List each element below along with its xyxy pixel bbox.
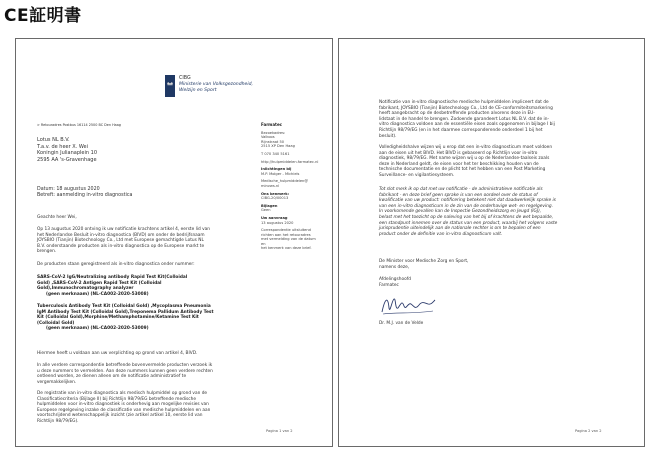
text-line: technische documentatie en de plicht tot het hebben van een Post Marketing: [379, 167, 546, 173]
text-line: jurisprudentie uiteindelijk aan de nationale rechter is om te bepalen of een: [379, 226, 541, 232]
letter-page-1: [15, 38, 333, 447]
text-line: heeft aangebracht op de desbetreffende producten alvorens deze in EU-: [379, 111, 535, 117]
sidebar-mail-label: Medische_hulpmiddelen@: [261, 179, 308, 184]
text-line: u deze nummers te vermelden. Aan deze nummers kunnen geen verdere rechten: [37, 368, 213, 374]
salutation: Geachte heer Wei,: [37, 215, 77, 220]
recipient-line: 2595 AA 's-Gravenhage: [37, 156, 97, 163]
text-line: Notificatie van in-vitro diagnostische medische hulpmiddelen impliceert dat de: [379, 100, 549, 105]
product-block-2: [37, 304, 214, 332]
text-line: besluit).: [379, 133, 397, 139]
product-line: IgM Antibody Test Kit (Colloidal Gold),Treponema Pallidum Antibody Test: [37, 309, 214, 315]
sidebar-line: Correspondentie uitsluitend: [261, 228, 311, 233]
sidebar-kenmerk: CIBG-20/00013: [261, 196, 289, 201]
text-line: het Nederlandse Besluit in-vitro diagnostica (BIVD) om onder de bedrijfsnaam: [37, 232, 205, 238]
page-footer: Pagina 2 van 2: [575, 429, 602, 433]
date-line: Datum: 18 augustus 2020: [37, 187, 100, 192]
text-line: Farmatec: [379, 282, 399, 288]
text-line: Richtlijn 98/79/EG).: [37, 418, 79, 424]
department: [379, 277, 411, 288]
text-line: Surveillance- en vigilantiesysteem.: [379, 172, 455, 178]
product-line: (geen merknaam) (NL-CA002-2020-53009): [37, 326, 149, 332]
text-line: Afdelingshoofd: [379, 277, 411, 282]
text-line: lidstaat in de handel te brengen. Zodoende garandeert Lotus NL B.V. dat de in-: [379, 116, 550, 122]
recipient-line: Lotus NL B.V.: [37, 137, 70, 143]
ministry-logo-text: [179, 76, 253, 94]
text-line: aan de eisen uit het BIVD. Het BIVD is gebaseerd op Richtlijn voor in-vitro: [379, 150, 538, 156]
sidebar-contact-name: M.P. Molger - Michiels: [261, 171, 300, 176]
product-line: Gold) ,SARS-CoV-2 Antigen Rapid Test Kit (Colloidal: [37, 280, 162, 286]
text-line: Richtlijn 98/79/EG (en in het daarmee corresponderende onderdeel 1 bij het: [379, 127, 543, 133]
sidebar-line: richten aan het retouradres: [261, 232, 311, 237]
paragraph-3: [379, 187, 557, 237]
text-line: diagnostiek, 98/79/EG. Met name wijzen wij u op de Nederlandse-taalseis zoals: [379, 156, 550, 162]
sidebar-line: Rijnstraat 50: [261, 139, 285, 144]
sidebar-line: 2515 XP Den Haag: [261, 144, 295, 149]
product-block-1: [37, 275, 187, 297]
letter-page-2: [338, 38, 645, 447]
subject-line: Betreft: aanmelding in-vitro diagnostica: [37, 193, 133, 199]
text-line: een standpunt innemen over de status van een product, waarbij het volgens vaste: [379, 220, 558, 226]
sidebar-contact-label: Inlichtingen bij: [261, 167, 292, 172]
text-line: Volledigheidshalve wijzen wij u erop dat een in-vitro diagnosticum moet voldoen: [379, 145, 553, 150]
paragraph-1: [379, 100, 555, 139]
logo-line-2: Welzijn en Sport: [179, 88, 217, 93]
text-line: deze in Nederland geldt, de eisen voor het ter beschikking houden van de: [379, 161, 539, 167]
text-line: voortschrijdend wetenschappelijk inzicht (zie artikel artikel 10, eerste lid van: [37, 413, 203, 419]
sidebar-web-link[interactable]: http://hulpmiddelen.farmatec.nl: [261, 159, 319, 164]
recipient-line: T.a.v. de heer X. Wei: [37, 143, 88, 150]
text-line: In alle verdere correspondentie betreffende bovenvermelde producten verzoek ik: [37, 363, 213, 368]
text-line: B.V. onderstaande producten als in-vitro diagnostica op de Europese markt te: [37, 243, 205, 249]
text-line: namens deze,: [379, 264, 410, 270]
logo-line-1: Ministerie van Volksgezondheid,: [179, 82, 253, 87]
recipient-line: Koningin Julianaplein 10: [37, 150, 98, 157]
text-line: belast met het toezicht op de naleving van het bij of krachtens de wet bepaalde,: [379, 214, 554, 220]
text-line: Classificatiecriteria (Bijlage II) bij Richtlijn 98/79/EG betreffende medische: [37, 396, 196, 402]
sidebar-uw-label: Uw aanvraag: [261, 215, 288, 220]
signer-name: Dr. M.J. van de Velde: [379, 321, 424, 326]
sidebar-bijlagen-label: Bijlagen: [261, 203, 278, 208]
text-line: fabrikant - en deze brief geen sprake is van een oordeel over de status of: [379, 192, 538, 198]
text-line: Europese regelgeving inzake de classificatie van medische hulpmiddelen en aan: [37, 407, 211, 413]
sidebar-phone: T 070 340 5161: [261, 151, 290, 156]
product-line: Kit (Colloidal Gold),Morphine/Methamphotamine/Ketamine Test Kit: [37, 315, 199, 321]
sidebar-address: [261, 131, 317, 149]
recipient-block: [37, 137, 97, 163]
sidebar-line: Valkoos: [261, 135, 275, 140]
crown-logo-icon: [165, 75, 175, 97]
text-line: kwalificatie van uw product: notificering betekent niet dat daadwerkelijk sprake is: [379, 198, 556, 204]
text-line: Tot slot merk ik op dat met uw notificatie - de administratieve notificatie als: [379, 187, 543, 192]
text-line: De registratie van in-vitro diagnostica als medisch hulpmiddel op grond van de: [37, 391, 208, 396]
product-line: (geen merknaam) (NL-CA002-2020-53008): [37, 291, 149, 297]
handwritten-signature: [379, 290, 437, 318]
sidebar-kenmerk-label: Ons kenmerk:: [261, 191, 290, 196]
paragraph-2: De producten staan geregistreerd als in-vitro diagnostica onder nummer:: [37, 262, 195, 267]
product-line: Tuberculosis Antibody Test Kit (Colloidal Gold) ,Mycoplasma Pneumonia: [37, 304, 211, 309]
text-line: product onder de definitie van in-vitro diagnosticum valt.: [379, 231, 503, 237]
paragraph-3: Hiermee heeft u voldaan aan uw verplichting op grond van artikel 4, BIVD.: [37, 351, 198, 356]
text-line: fabrikant, JOYSBIO (Tianjin) Biotechnology Co., Ltd de CE-conformiteitsmarkering: [379, 105, 553, 111]
return-address: > Retouradres Postbus 16114 2500 BC Den Haag: [37, 123, 121, 127]
sidebar-mail-domain: minvws.nl: [261, 183, 280, 188]
text-line: Op 13 augustus 2020 ontving ik uw notificatie krachtens artikel 4, eerste lid van: [37, 227, 211, 232]
sidebar-line: het kenmerk van deze brief.: [261, 246, 312, 251]
paragraph-1: [37, 227, 210, 255]
date-subject-block: [37, 187, 132, 200]
sidebar-uw: 13 augustus 2020: [261, 220, 294, 225]
product-line: (Colloidal Gold): [37, 320, 75, 326]
text-line: brengen.: [37, 249, 57, 255]
page-heading: CE証明書: [4, 6, 82, 26]
sidebar-org: Farmatec: [261, 122, 283, 127]
paragraph-5: [37, 391, 210, 425]
product-line: SARS-CoV-2 IgG/Neutralizing antibody Rapid Test Kit(Colloidal: [37, 275, 188, 280]
sidebar-line: Bezoekadres:: [261, 130, 286, 135]
text-line: van een in-vitro diagnosticum in de zin van de onderhavige wet- en regelgeving.: [379, 203, 553, 209]
text-line: De Minister voor Medische Zorg en Sport,: [379, 259, 469, 264]
text-line: vergemakkelijken.: [37, 379, 77, 385]
paragraph-2: [379, 145, 552, 179]
text-line: JOYSBIO (Tianjin) Biotechnology Co., Ltd met Europese gemachtigde Lotus NL: [37, 238, 204, 244]
letter-sidebar: [261, 123, 317, 251]
text-line: vitro diagnostica voldoen aan de essentiële eisen zoals opgenomen in bijlage I bij: [379, 122, 555, 128]
sidebar-note: [261, 228, 317, 251]
text-line: In voorkomende gevallen kan de Inspectie Gezondheidszorg en Jeugd (IGJ),: [379, 209, 542, 215]
page-footer: Pagina 1 van 2: [266, 429, 293, 433]
sidebar-line: met vermelding van de datum en: [261, 237, 316, 246]
product-line: Gold),Immunochromatography analyzer: [37, 286, 134, 292]
logo-abbr: CIBG: [179, 76, 191, 81]
text-line: hulpmiddelen voor in-vitro diagnostiek is onderhevig aan mogelijke revisies van: [37, 402, 209, 408]
text-line: ontleend worden, ze dienen alleen om de notificatie administratief te: [37, 374, 187, 380]
paragraph-4: [37, 363, 213, 385]
sidebar-bijlagen: Geen: [261, 208, 271, 213]
closing: [379, 259, 468, 270]
